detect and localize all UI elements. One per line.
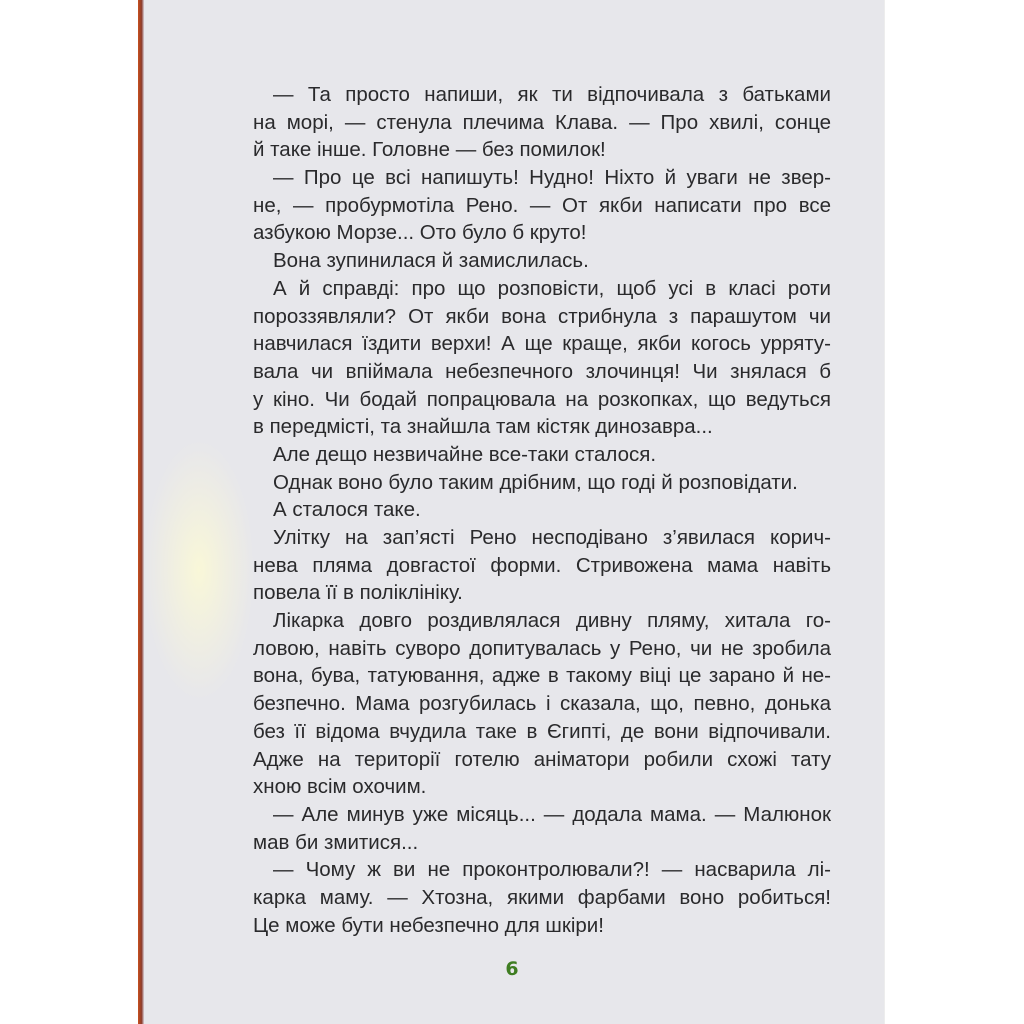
text-line: — Але минув уже місяць... — додала мама. — Малюнок <box>273 802 831 826</box>
text-line: Але дещо незвичайне все-таки сталося. <box>273 442 657 466</box>
text-line: азбукою Морзе... Ото було б круто! <box>253 221 587 245</box>
paragraph <box>253 164 831 247</box>
paragraph <box>253 247 831 275</box>
paragraph <box>253 496 831 524</box>
text-line: безпечно. Мама розгубилась і сказала, що, певно, донька <box>253 692 831 716</box>
text-line: не, — пробурмотіла Рено. — От якби написати про все <box>253 193 831 217</box>
page-number: 6 <box>505 958 519 980</box>
page-body-text <box>253 81 831 939</box>
text-line: навчилася їздити верхи! А ще краще, якби когось урряту- <box>253 332 831 356</box>
text-line: вала чи впіймала небезпечного злочинця! Чи знялася б <box>253 359 831 383</box>
paragraph <box>253 441 831 469</box>
text-line: в передмісті, та знайшла там кістяк динозавра... <box>253 415 713 439</box>
paragraph <box>253 856 831 939</box>
text-line: вона, бува, татуювання, адже в такому віці це зарано й не- <box>253 664 831 688</box>
text-line: — Про це всі напишуть! Нудно! Ніхто й уваги не звер- <box>273 166 831 190</box>
text-line: А й справді: про що розповісти, щоб усі в класі роти <box>273 276 831 300</box>
text-line: — Та просто напиши, як ти відпочивала з батьками <box>273 83 831 106</box>
text-line: Це може бути небезпечно для шкіри! <box>253 913 604 937</box>
text-line: у кіно. Чи бодай попрацювала на розкопках, що ведуться <box>253 387 831 411</box>
text-line: Однак воно було таким дрібним, що годі й розповідати. <box>273 470 798 494</box>
text-line: хною всім охочим. <box>253 775 427 799</box>
text-line: карка маму. — Хтозна, якими фарбами воно робиться! <box>253 885 831 909</box>
text-line: на морі, — стенула плечима Клава. — Про хвилі, сонце <box>253 110 831 134</box>
paragraph <box>253 524 831 607</box>
paragraph <box>253 469 831 497</box>
paragraph <box>253 801 831 856</box>
paragraph <box>253 275 831 441</box>
text-line: повела її в поліклініку. <box>253 581 463 605</box>
text-line: без її відома вчудила таке в Єгипті, де вони відпочивали. <box>253 719 831 743</box>
page-edge <box>884 0 885 1024</box>
text-line: Лікарка довго роздивлялася дивну пляму, хитала го- <box>273 609 831 633</box>
text-line: Вона зупинилася й замислилась. <box>273 249 589 273</box>
text-line: — Чому ж ви не проконтролювали?! — насварила лі- <box>273 858 831 882</box>
paragraph <box>253 81 831 164</box>
text-line: Адже на території готелю аніматори робили схожі тату <box>253 747 831 771</box>
text-line: нева пляма довгастої форми. Стривожена мама навіть <box>253 553 831 577</box>
text-line: А сталося таке. <box>273 498 421 522</box>
text-line: мав би змитися... <box>253 830 419 854</box>
text-line: й таке інше. Головне — без помилок! <box>253 138 606 162</box>
text-line: Улітку на зап’ясті Рено несподівано з’явилася корич- <box>273 526 831 549</box>
text-line: ловою, навіть суворо допитувалась у Рено, чи не зробила <box>253 636 831 660</box>
paragraph <box>253 607 831 801</box>
text-line: пороззявляли? От якби вона стрибнула з парашутом чи <box>253 304 831 328</box>
